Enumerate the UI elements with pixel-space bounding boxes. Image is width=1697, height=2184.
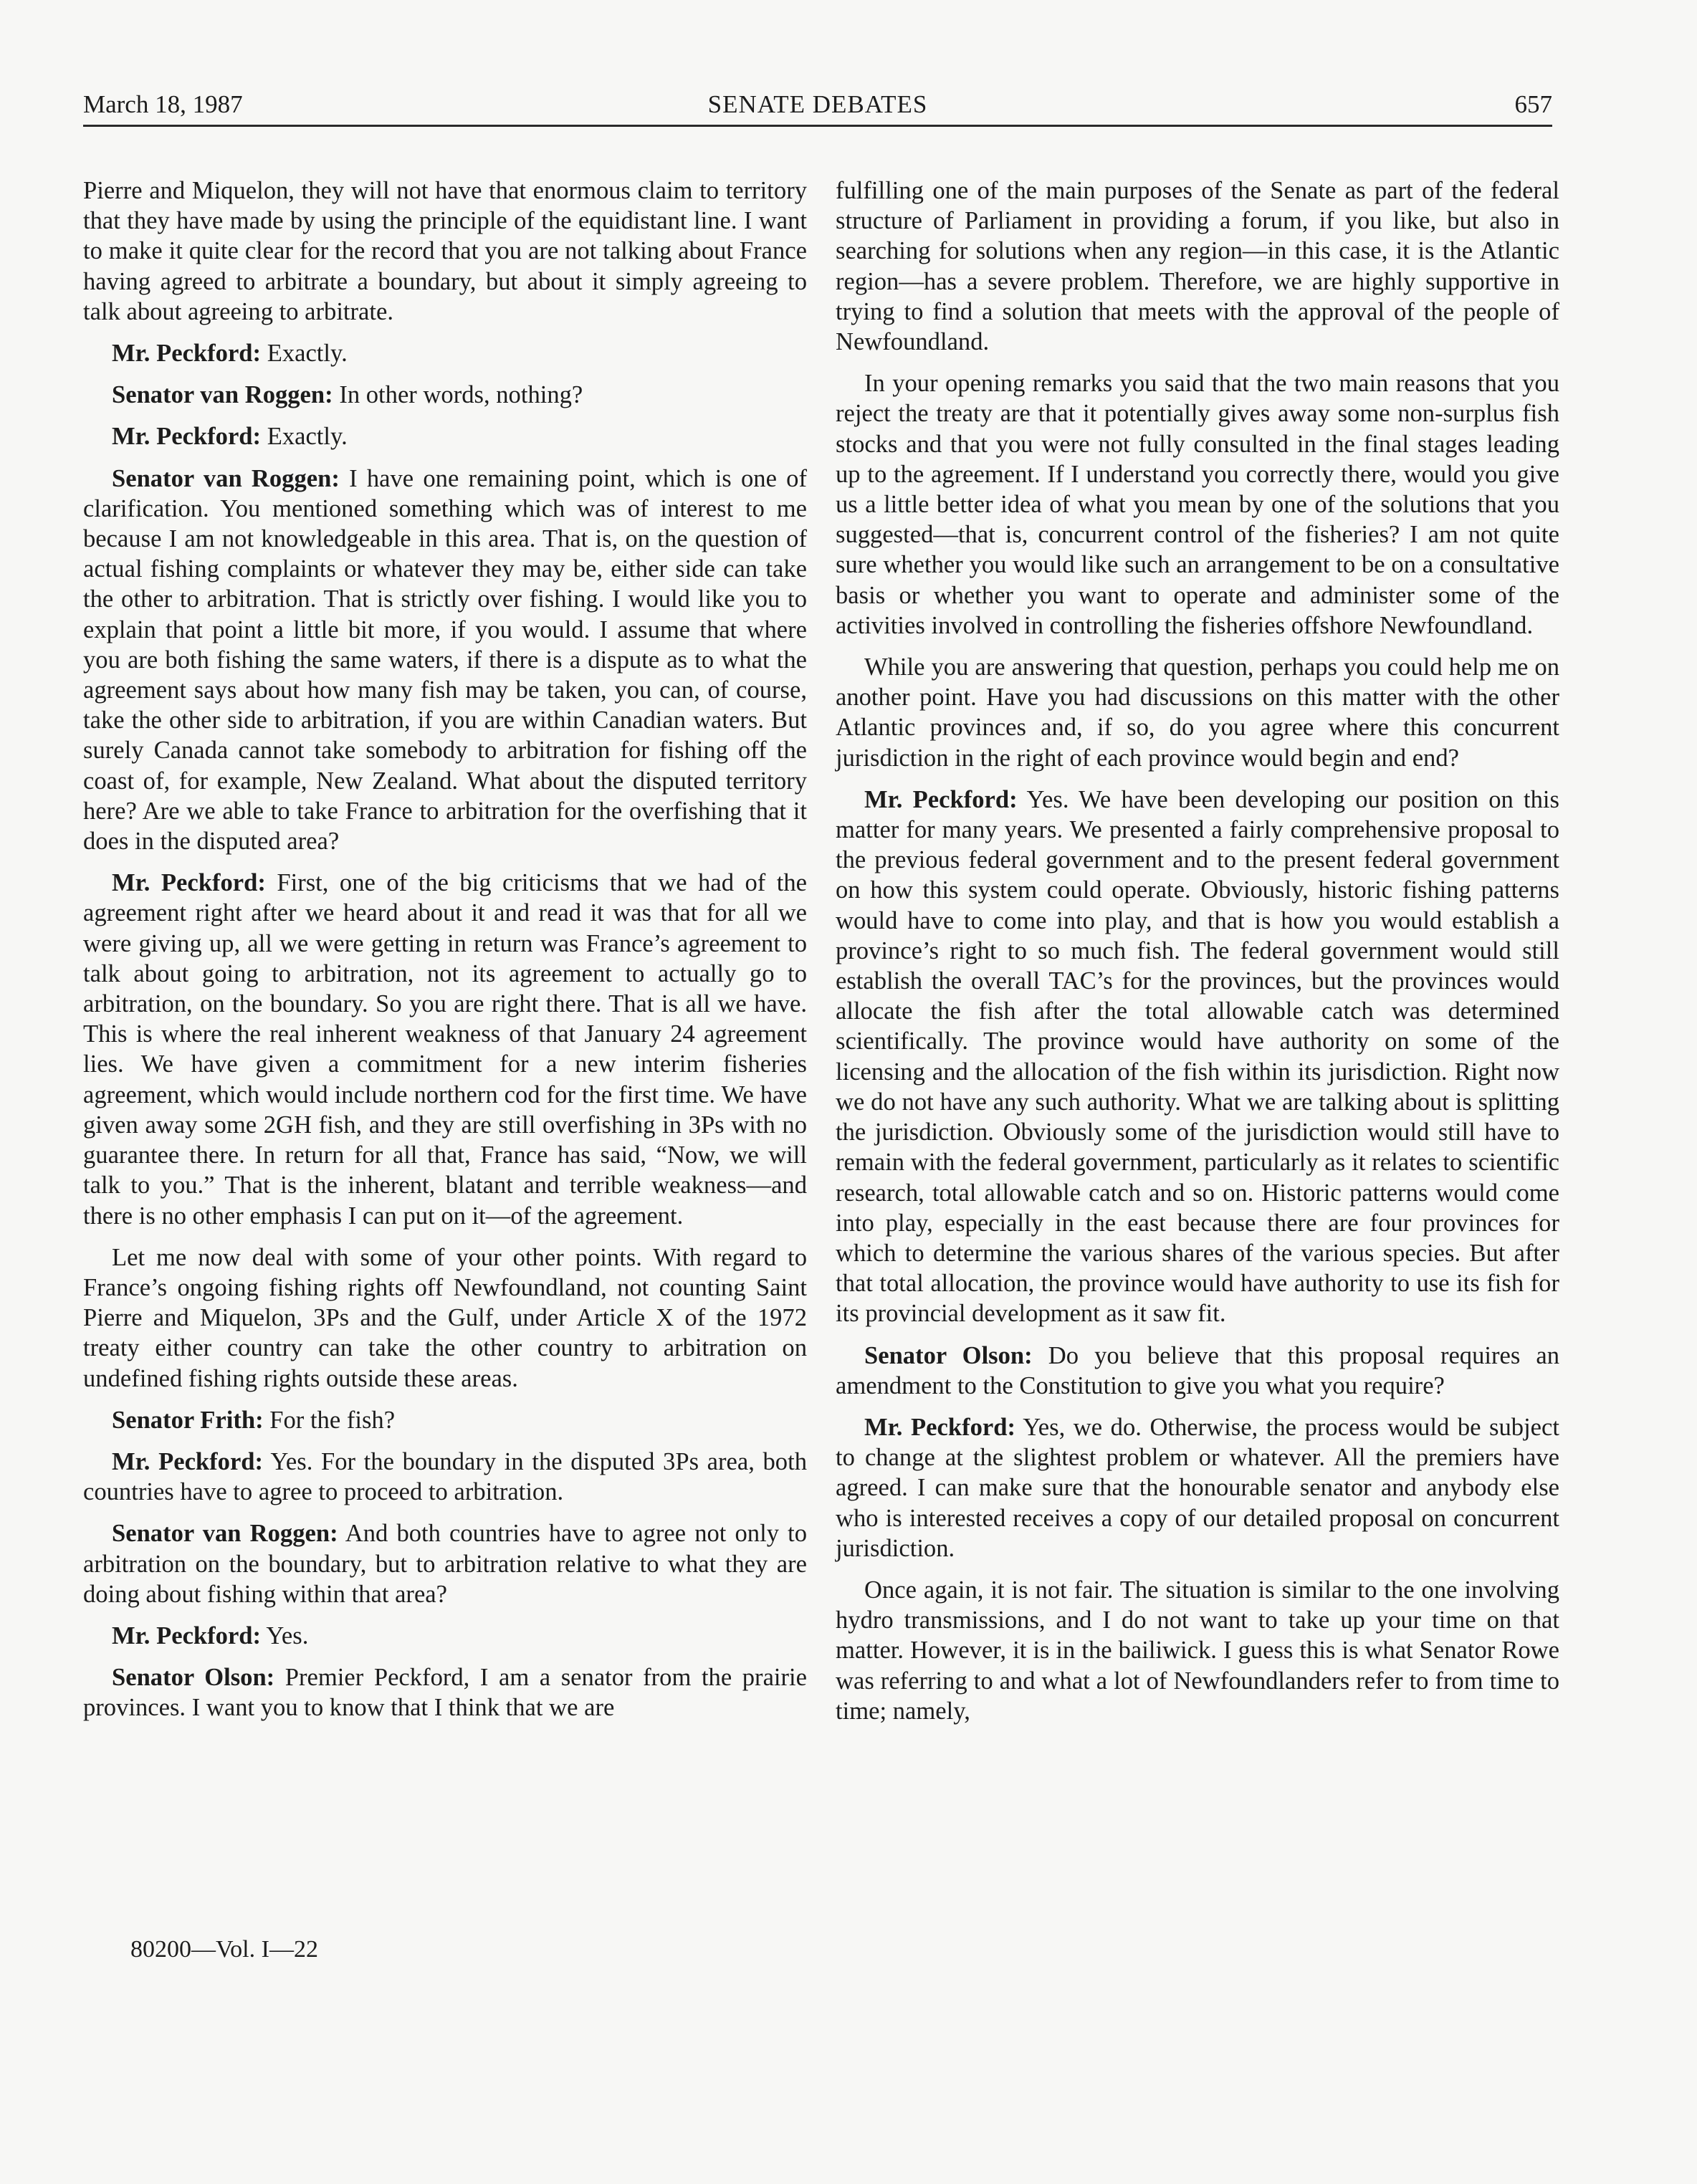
paragraph — [836, 1412, 1559, 1563]
speaker-name: Mr. Peckford: — [112, 869, 266, 897]
paragraph — [83, 1518, 807, 1609]
header-date: March 18, 1987 — [83, 90, 243, 118]
speaker-name: Senator Olson: — [112, 1664, 275, 1692]
speaker-name: Senator van Roggen: — [112, 1520, 338, 1548]
speaker-name: Mr. Peckford: — [864, 785, 1018, 813]
paragraph — [836, 1575, 1559, 1726]
speaker-name: Senator van Roggen: — [112, 381, 333, 409]
speaker-name: Mr. Peckford: — [112, 340, 262, 368]
paragraph-text: Do you believe that this proposal requires an amendment to the Constitution to give you what you require? — [836, 1341, 1559, 1399]
paragraph-text: Exactly. — [267, 340, 348, 368]
paragraph-text: First, one of the big criticisms that we had of the agreement right after we heard about it and read it was that for all we were giving up, all we were getting in return was France’s agreement to talk about going to arbitration, not its agreement to actually go to arbitration, on the boundary. So you are right there. That is all we have. This is where the real inherent weakness of that January 24 agreement lies. We have given a commitment for a new interim fisheries agreement, which would include northern cod for the first time. We have given away some 2GH fish, and they are still overfishing in 3Ps with no guarantee there. In return for all that, France has said, “Now, we will talk to you.” That is the inherent, blatant and terrible weakness—and there is no other emphasis I can put on it—of the agreement. — [83, 869, 807, 1230]
paragraph — [836, 1341, 1559, 1401]
page-number: 657 — [1514, 90, 1552, 118]
paragraph — [836, 785, 1559, 1329]
speaker-name: Mr. Peckford: — [112, 1622, 262, 1649]
speaker-name: Senator van Roggen: — [112, 464, 340, 492]
paragraph — [836, 652, 1559, 773]
paragraph — [83, 380, 807, 410]
paragraph — [83, 1447, 807, 1507]
paragraph — [83, 868, 807, 1230]
speaker-name: Mr. Peckford: — [864, 1413, 1015, 1441]
right-column — [836, 176, 1559, 1738]
paragraph-text: Yes. We have been developing our position on this matter for many years. We presented a fairly comprehensive proposal to the previous federal government and to the present federal government on how this system could operate. Obviously, historic fishing patterns would have to come into play, and that is how you would establish a province’s right to so much fish. The federal government would still establish the overall TAC’s for the provinces, but the provinces would allocate the fish after the total allowable catch was determined scientifically. The province would have authority on some of the licensing and the allocation of the fish within its jurisdiction. Right now we do not have any such authority. What we are talking about is splitting the jurisdiction. Obviously some of the jurisdiction would still have to remain with the federal government, particularly as it relates to scientific research, total allowable catch and so on. Historic patterns would come into play, especially in the east because there are four provinces for which to determine the various shares of the various species. But after that total allocation, the province would have authority to use its fish for its provincial development as it saw fit. — [836, 785, 1559, 1328]
paragraph-text: In your opening remarks you said that the two main reasons that you reject the treaty are that it potentially gives away some non-surplus fish stocks and that you were not fully consulted in the final stages leading up to the agreement. If I understand you correctly there, would you give us a little better idea of what you mean by one of the solutions that you suggested—that is, concurrent control of the fisheries? I am not quite sure whether you would like such an arrangement to be on a consultative basis or whether you want to operate and administer some of the activities involved in controlling the fisheries offshore Newfoundland. — [836, 370, 1559, 639]
paragraph-text: fulfilling one of the main purposes of the Senate as part of the federal structure of Parliament in providing a forum, if you like, but also in searching for solutions when any region—in this case, it is the Atlantic region—has a severe problem. Therefore, we are highly supportive in trying to find a solution that meets with the approval of the people of Newfoundland. — [836, 177, 1559, 356]
paragraph-text: In other words, nothing? — [339, 381, 583, 409]
paragraph — [83, 1242, 807, 1394]
left-column — [83, 176, 807, 1735]
speaker-name: Mr. Peckford: — [112, 423, 262, 451]
paragraph-text: Yes. — [266, 1622, 309, 1649]
speaker-name: Senator Olson: — [864, 1341, 1033, 1369]
paragraph-text: Once again, it is not fair. The situation is similar to the one involving hydro transmissions, and I do not want to take up your time on that matter. However, it is in the bailiwick. I guess this is what Senator Rowe was referring to and what a lot of Newfoundlanders refer to from time to time; namely, — [836, 1576, 1559, 1725]
paragraph-text: Yes. For the boundary in the disputed 3Ps area, both countries have to agree to proceed to arbitration. — [83, 1447, 807, 1506]
paragraph — [83, 1405, 807, 1435]
paragraph — [83, 464, 807, 857]
paragraph — [83, 1662, 807, 1723]
paragraph-text: While you are answering that question, perhaps you could help me on another point. Have you had discussions on this matter with the other Atlantic provinces and, if so, do you agree where this concurrent jurisdiction in the right of each province would begin and end? — [836, 653, 1559, 772]
paragraph — [83, 176, 807, 327]
paragraph-text: Exactly. — [267, 423, 348, 451]
speaker-name: Mr. Peckford: — [112, 1447, 264, 1475]
paragraph-text: Premier Peckford, I am a senator from the prairie provinces. I want you to know that I think that we are — [83, 1664, 807, 1722]
speaker-name: Senator Frith: — [112, 1406, 264, 1434]
paragraph — [83, 1621, 807, 1651]
paragraph — [836, 368, 1559, 641]
publication-title: SENATE DEBATES — [707, 90, 928, 118]
paragraph-text: Let me now deal with some of your other points. With regard to France’s ongoing fishing rights off Newfoundland, not counting Saint Pierre and Miquelon, 3Ps and the Gulf, under Article X of the 1972 treaty either country can take the other country to arbitration on undefined fishing rights outside these areas. — [83, 1243, 807, 1392]
footer-reference: 80200—Vol. I—22 — [130, 1936, 318, 1963]
paragraph-text: I have one remaining point, which is one of clarification. You mentioned something which was of interest to me because I am not knowledgeable in this area. That is, on the question of actual fishing complaints or whatever they may be, either side can take the other to arbitration. That is strictly over fishing. I would like you to explain that point a little bit more, if you would. I assume that where you are both fishing the same waters, if there is a dispute as to what the agreement says about how many fish may be taken, you can, of course, take the other side to arbitration, if you are within Canadian waters. But surely Canada cannot take somebody to arbitration for fishing off the coast of, for example, New Zealand. What about the disputed territory here? Are we able to take France to arbitration for the overfishing that it does in the disputed area? — [83, 464, 807, 856]
page-header — [83, 85, 1552, 127]
paragraph-text: And both countries have to agree not only to arbitration on the boundary, but to arbitration relative to what they are doing about fishing within that area? — [83, 1520, 807, 1608]
paragraph — [83, 338, 807, 368]
paragraph — [83, 421, 807, 451]
paragraph — [836, 176, 1559, 357]
paragraph-text: Pierre and Miquelon, they will not have that enormous claim to territory that they have made by using the principle of the equidistant line. I want to make it quite clear for the record that you are not talking about France having agreed to arbitrate a boundary, but about it simply agreeing to talk about agreeing to arbitrate. — [83, 177, 807, 325]
paragraph-text: Yes, we do. Otherwise, the process would be subject to change at the slightest problem or whatever. All the premiers have agreed. I can make sure that the honourable senator and anybody else who is interested receives a copy of our detailed proposal on concurrent jurisdiction. — [836, 1413, 1559, 1562]
paragraph-text: For the fish? — [269, 1406, 396, 1434]
